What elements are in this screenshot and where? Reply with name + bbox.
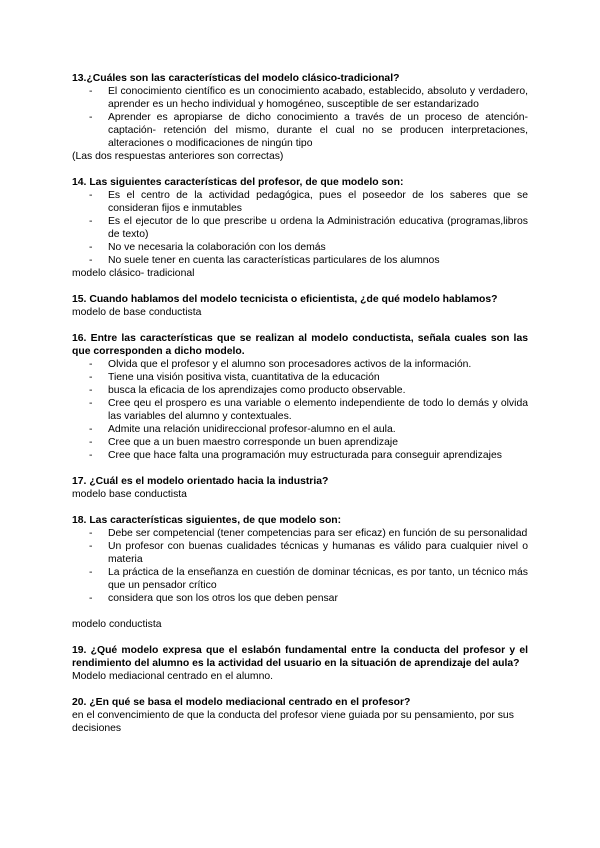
- list-item: - El conocimiento científico es un conocimiento acabado, establecido, absoluto y verdadero, aprender es un hecho individual y homogéneo, susceptible de ser estandarizado: [89, 86, 528, 110]
- list-item: - La práctica de la enseñanza en cuestión de dominar técnicas, es por tanto, un técnico más que un pensador crítico: [89, 567, 528, 591]
- question-16-list: [72, 358, 528, 462]
- question-19: [72, 644, 528, 683]
- list-item: - Admite una relación unidireccional profesor-alumno en el aula.: [89, 424, 396, 435]
- question-19-answer: Modelo mediacional centrado en el alumno.: [72, 671, 274, 682]
- question-13-title: 13.¿Cuáles son las características del modelo clásico-tradicional?: [72, 73, 400, 84]
- question-18: [72, 514, 528, 631]
- question-14-list: [72, 189, 528, 267]
- list-item: - No ve necesaria la colaboración con los demás: [89, 242, 326, 253]
- question-14: [72, 176, 528, 280]
- question-16-title: 16. Entre las características que se realizan al modelo conductista, señala cuales son las que corresponden a dicho modelo.: [72, 333, 528, 357]
- list-item: - Cree que a un buen maestro corresponde un buen aprendizaje: [89, 437, 398, 448]
- list-item: - Cree que hace falta una programación muy estructurada para conseguir aprendizajes: [89, 450, 502, 461]
- question-16: [72, 332, 528, 462]
- question-15-title: 15. Cuando hablamos del modelo tecnicista o eficientista, ¿de qué modelo hablamos?: [72, 294, 498, 305]
- question-17-answer: modelo base conductista: [72, 489, 187, 500]
- list-item: - considera que son los otros los que deben pensar: [89, 593, 338, 604]
- question-20-title: 20. ¿En qué se basa el modelo mediacional centrado en el profesor?: [72, 697, 411, 708]
- list-item: - Es el centro de la actividad pedagógica, pues el poseedor de los saberes que se consideran fijos e inmutables: [89, 190, 528, 214]
- question-17: [72, 475, 528, 501]
- list-item: - Olvida que el profesor y el alumno son procesadores activos de la información.: [89, 359, 472, 370]
- question-18-title: 18. Las características siguientes, de que modelo son:: [72, 515, 342, 526]
- question-17-title: 17. ¿Cuál es el modelo orientado hacia la industria?: [72, 476, 329, 487]
- list-item: - Cree qeu el prospero es una variable o elemento independiente de todo lo demás y olvida las variables del alumno y contextuales.: [89, 398, 528, 422]
- question-14-title: 14. Las siguientes características del profesor, de que modelo son:: [72, 177, 404, 188]
- list-item: - Es el ejecutor de lo que prescribe u ordena la Administración educativa (programas,libros de texto): [89, 216, 528, 240]
- question-20-answer: en el convencimiento de que la conducta del profesor viene guiada por su pensamiento, por sus decisiones: [72, 710, 514, 734]
- list-item: - No suele tener en cuenta las características particulares de los alumnos: [89, 255, 440, 266]
- question-20: [72, 696, 528, 735]
- question-15: [72, 293, 528, 319]
- list-item: - Un profesor con buenas cualidades técnicas y humanas es válido para cualquier nivel o materia: [89, 541, 528, 565]
- list-item: - Debe ser competencial (tener competencias para ser eficaz) en función de su personalidad: [89, 528, 528, 539]
- document-body: [72, 72, 528, 735]
- question-18-answer: modelo conductista: [72, 619, 162, 630]
- question-19-title: 19. ¿Qué modelo expresa que el eslabón fundamental entre la conducta del profesor y el rendimiento del alumno es la actividad del usuario en la situación de aprendizaje del aula?: [72, 645, 528, 669]
- question-15-answer: modelo de base conductista: [72, 307, 202, 318]
- question-13-list: [72, 85, 528, 150]
- question-13-answer: (Las dos respuestas anteriores son correctas): [72, 151, 284, 162]
- list-item: - Tiene una visión positiva vista, cuantitativa de la educación: [89, 372, 380, 383]
- list-item: - Aprender es apropiarse de dicho conocimiento a través de un proceso de atención-captación- retención del mismo, durante el cual no se producen interpretaciones, alteraciones o modificaciones de ningún tipo: [89, 112, 528, 149]
- question-14-answer: modelo clásico- tradicional: [72, 268, 195, 279]
- question-13: [72, 72, 528, 163]
- question-18-list: [72, 527, 528, 605]
- list-item: - busca la eficacia de los aprendizajes como producto observable.: [89, 385, 406, 396]
